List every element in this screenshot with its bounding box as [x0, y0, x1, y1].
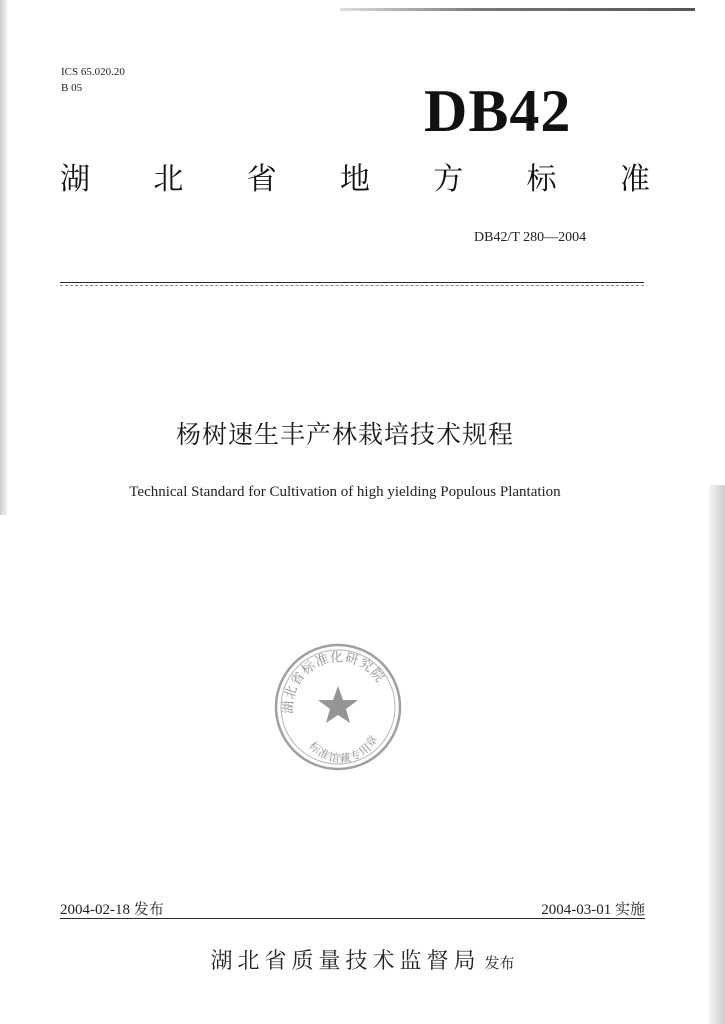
standard-type-char: 方 — [433, 162, 464, 197]
header-divider-shadow — [60, 285, 644, 286]
document-title-english: Technical Standard for Cultivation of high yielding Populous Plantation — [129, 484, 561, 500]
footer-divider — [60, 918, 645, 919]
publisher-name: 湖北省质量技术监督局 — [210, 949, 481, 974]
publish-date: 2004-02-18 发布 — [60, 902, 164, 918]
document-title: 杨树速生丰产林栽培技术规程 — [175, 420, 514, 449]
seal-bottom-text: 标准馆藏专用章 — [306, 732, 381, 766]
official-seal — [273, 642, 403, 772]
standard-type-char: 湖 — [60, 162, 90, 197]
standard-type-char: 标 — [526, 162, 557, 197]
db42-logo: DB42 — [424, 78, 572, 144]
publisher-suffix: 发布 — [484, 954, 515, 972]
standard-type-char: 省 — [246, 162, 277, 197]
standard-type-heading — [60, 160, 650, 200]
header-divider — [60, 282, 644, 283]
effective-date: 2004-03-01 实施 — [541, 902, 645, 918]
star-icon — [318, 686, 358, 723]
standard-type-char: 准 — [619, 162, 650, 197]
publisher-line — [0, 944, 725, 975]
ccs-code: B 05 — [61, 82, 83, 94]
ics-code: ICS 65.020.20 — [61, 66, 125, 78]
standard-type-char: 地 — [339, 162, 370, 197]
standard-type-char: 北 — [153, 162, 184, 197]
seal-top-text: 湖北省标准化研究院 — [281, 650, 388, 715]
classification-codes — [61, 64, 125, 96]
scan-artifact-top-line — [340, 8, 695, 11]
standard-number: DB42/T 280—2004 — [474, 230, 587, 245]
